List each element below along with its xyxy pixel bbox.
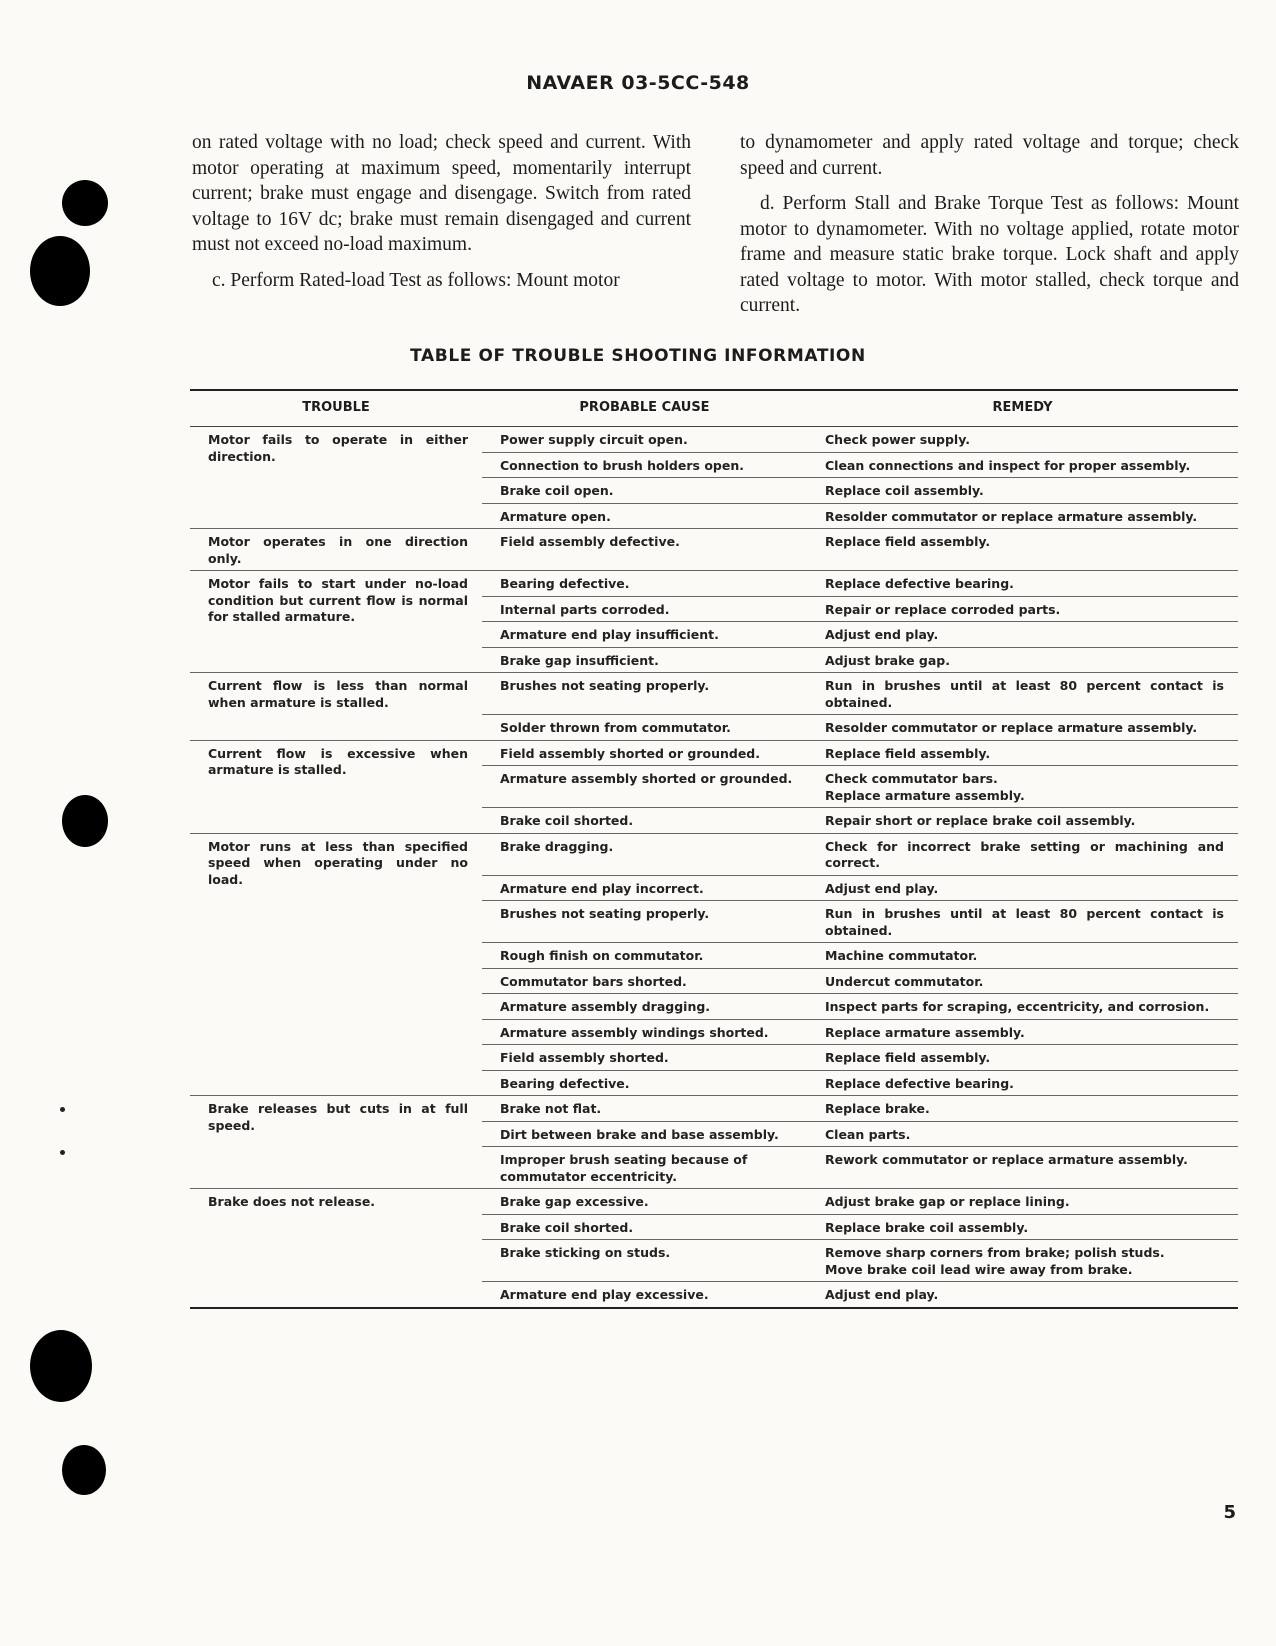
cause-cell: Armature end play incorrect. [482,875,807,901]
remedy-cell: Clean parts. [807,1121,1238,1147]
cause-cell: Brake coil shorted. [482,808,807,834]
remedy-cell: Replace defective bearing. [807,1070,1238,1096]
remedy-cell: Adjust end play. [807,1282,1238,1307]
table-row [190,529,1238,571]
remedy-cell: Remove sharp corners from brake; polish studs. Move brake coil lead wire away from brake. [807,1240,1238,1282]
trouble-cell: Motor runs at less than specified speed when operating under no load. [190,833,482,1096]
paragraph: c. Perform Rated-load Test as follows: Mount motor [212,269,620,291]
remedy-cell: Resolder commutator or replace armature assembly. [807,715,1238,741]
remedy-cell: Replace brake. [807,1096,1238,1122]
page-number: 5 [1223,1502,1236,1523]
cause-cell: Rough finish on commutator. [482,943,807,969]
margin-dot [60,1107,65,1112]
cause-cell: Armature end play insufficient. [482,622,807,648]
remedy-cell: Run in brushes until at least 80 percent contact is obtained. [807,673,1238,715]
cause-cell: Improper brush seating because of commutator eccentricity. [482,1147,807,1189]
cause-cell: Brake coil shorted. [482,1214,807,1240]
binder-hole [30,1330,92,1402]
table-row [190,427,1238,453]
remedy-cell: Replace brake coil assembly. [807,1214,1238,1240]
trouble-cell: Motor operates in one direction only. [190,529,482,571]
cause-cell: Brushes not seating properly. [482,673,807,715]
cause-cell: Armature assembly windings shorted. [482,1019,807,1045]
binder-hole [62,795,108,847]
cause-cell: Internal parts corroded. [482,596,807,622]
remedy-cell: Adjust brake gap or replace lining. [807,1189,1238,1215]
paragraph: d. Perform Stall and Brake Torque Test as follows: Mount motor to dynamometer. With no voltage applied, rotate motor frame and measure static brake torque. Lock shaft and apply rated voltage to motor. With motor stalled, check torque and current. [740,193,1239,316]
remedy-cell: Run in brushes until at least 80 percent contact is obtained. [807,901,1238,943]
cause-cell: Bearing defective. [482,1070,807,1096]
page-header: NAVAER 03-5CC-548 [526,72,750,94]
remedy-cell: Check power supply. [825,432,970,447]
cause-cell: Solder thrown from commutator. [482,715,807,741]
trouble-cell: Motor fails to start under no-load condition but current flow is normal for stalled armature. [190,571,482,673]
trouble-cell: Current flow is excessive when armature is stalled. [190,740,482,833]
table-row [190,1189,1238,1215]
cause-cell: Brake sticking on studs. [482,1240,807,1282]
cause-cell: Armature assembly dragging. [482,994,807,1020]
troubleshooting-table [190,389,1238,1309]
cause-cell: Commutator bars shorted. [482,968,807,994]
column-header-remedy: REMEDY [807,391,1238,427]
table-row [190,1096,1238,1122]
cause-cell: Armature open. [482,503,807,529]
cause-cell: Brushes not seating properly. [482,901,807,943]
paragraph: on rated voltage with no load; check speed and current. With motor operating at maximum speed, momentarily interrupt current; brake must engage and disengage. Switch from rated voltage to 16V dc; brake must remain disengaged and current must not exceed no-load maximum. [192,132,691,255]
remedy-cell: Clean connections and inspect for proper assembly. [807,452,1238,478]
cause-cell: Field assembly shorted. [482,1045,807,1071]
remedy-cell: Repair short or replace brake coil assembly. [807,808,1238,834]
remedy-cell: Check commutator bars. Replace armature assembly. [807,766,1238,808]
binder-hole [30,236,90,306]
cause-cell: Brake gap excessive. [482,1189,807,1215]
trouble-cell: Current flow is less than normal when armature is stalled. [190,673,482,741]
table-title: TABLE OF TROUBLE SHOOTING INFORMATION [410,346,866,366]
table-body [190,427,1238,1307]
cause-cell: Field assembly defective. [482,529,807,571]
cause-cell: Power supply circuit open. [500,432,688,447]
cause-cell: Connection to brush holders open. [482,452,807,478]
left-text-column [192,130,691,303]
cause-cell: Field assembly shorted or grounded. [482,740,807,766]
remedy-cell: Replace field assembly. [807,740,1238,766]
trouble-cell: Brake does not release. [190,1189,482,1307]
binder-hole [62,1445,106,1495]
remedy-cell: Replace defective bearing. [807,571,1238,597]
remedy-cell: Machine commutator. [807,943,1238,969]
remedy-cell: Rework commutator or replace armature assembly. [807,1147,1238,1189]
remedy-cell: Undercut commutator. [807,968,1238,994]
remedy-cell: Replace field assembly. [807,1045,1238,1071]
remedy-cell: Replace armature assembly. [807,1019,1238,1045]
table-row [190,571,1238,597]
remedy-cell: Adjust brake gap. [807,647,1238,673]
remedy-cell: Resolder commutator or replace armature assembly. [807,503,1238,529]
remedy-cell: Replace coil assembly. [807,478,1238,504]
binder-hole [62,180,108,226]
cause-cell: Brake not flat. [482,1096,807,1122]
cause-cell: Bearing defective. [482,571,807,597]
paragraph: to dynamometer and apply rated voltage and torque; check speed and current. [740,132,1239,179]
remedy-cell: Replace field assembly. [807,529,1238,571]
table-row [190,740,1238,766]
column-header-trouble: TROUBLE [190,391,482,427]
margin-dot [60,1150,65,1155]
table-row [190,673,1238,715]
cause-cell: Armature assembly shorted or grounded. [482,766,807,808]
remedy-cell: Repair or replace corroded parts. [807,596,1238,622]
column-header-cause: PROBABLE CAUSE [482,391,807,427]
right-text-column [740,130,1239,329]
cause-cell: Dirt between brake and base assembly. [482,1121,807,1147]
cause-cell: Brake gap insufficient. [482,647,807,673]
trouble-cell: Brake releases but cuts in at full speed. [190,1096,482,1189]
remedy-cell: Check for incorrect brake setting or machining and correct. [807,833,1238,875]
remedy-cell: Inspect parts for scraping, eccentricity, and corrosion. [807,994,1238,1020]
remedy-cell: Adjust end play. [807,875,1238,901]
remedy-cell: Adjust end play. [807,622,1238,648]
trouble-cell: Motor fails to operate in either direction. [208,432,468,464]
cause-cell: Armature end play excessive. [482,1282,807,1307]
cause-cell: Brake coil open. [482,478,807,504]
table-row [190,833,1238,875]
cause-cell: Brake dragging. [482,833,807,875]
